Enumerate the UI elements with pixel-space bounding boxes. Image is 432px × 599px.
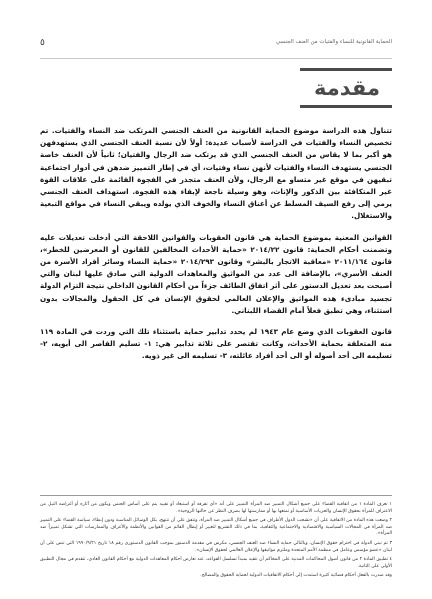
title-frame: [300, 68, 392, 108]
page-number: ٥: [40, 38, 45, 48]
body-text: [40, 125, 392, 372]
paragraph-3: قانون العقوبات الذي وضع عام ١٩٤٣ لم يحدد تدابير حماية باستثناء تلك التي وردت في المادة ١١٩ منه المتعلقة بحماية الأحداث، وكانت تقتصر على ثلاثة تدابير هي: ١- تسليم القاصر الى أبويه، ٢- تسليمه الى أحد أصوله أو الى أحد أفراد عائلته، ٣- تسليمه الى غير ذويه.: [40, 327, 392, 361]
paragraph-2: القوانين المعنية بموضوع الحماية هي قانون العقوبات والقوانين اللاحقة التي أدخلت تعديلات عليه وتضمنت أحكام الحماية: قانون ٢٠١٤/٢٢ «حماية الأحداث المخالفين للقانون أو المعرضين للخطر»، قانون ٢٠١١/١٦٤ «معاقبة الاتجار بالبشر» وقانون ٢٠١٤/٢٩٣ «حماية النساء وسائر أفراد الأسرة من العنف الأسري»، بالإضافة الى عدد من المواثيق والمعاهدات الدولية التي صادق عليها لبنان والتي أصبحت بعد تعديل الدستور على أثر اتفاق الطائف جزءاً من أحكام القانون الداخلي نتيجة التزام الدولة تجسيد مبادىء هذه المواثيق والإعلان العالمي لحقوق الإنسان في كل الحقول والمجالات بدون استثناء، وهي تطبق فعلاً أمام القضاء اللبناني.: [40, 232, 392, 315]
chapter-title: مقدمة: [314, 76, 380, 100]
title-block: [40, 68, 392, 108]
running-head: الحماية القانونية للنساء والفتيات من العنف الجنسي: [275, 39, 392, 45]
header-divider: [40, 58, 392, 59]
footnote-2: ٢ وضعت هذه المادة من الاتفاقية على أن «تشجب الدول الأطراف في جميع أشكال التمييز ضد المرأة، وتتفق على أن تنتهج، بكل الوسائل المناسبة ودون إبطاء، سياسة القضاء على التمييز ضد المرأة في المجالات السياسية والاقتصادية والاجتماعية والثقافية، بما في ذلك التشريع لتغيير أو إبطال القائم من القوانين والأنظمة والأعراف والممارسات التي تشكل تمييزاً ضد المرأة».: [40, 518, 392, 537]
footnote-4: ٤ تطبيق المادة ٢ من قانون أصول المحاكمات المدنية على المحاكم أن تتقيد بمبدأ تسلسل القواعد، عند تعارض أحكام المعاهدات الدولية مع أحكام القانون العادي، تتقدم في مجال التطبيق الأولى على الثانية.: [40, 557, 393, 569]
paragraph-1: تتناول هذه الدراسة موضوع الحماية القانونية من العنف الجنسي المرتكب ضد النساء والفتيات. تم تخصيص النساء والفتيات في الدراسة لأسباب عديدة: أولاً لأن نسبة العنف الجنسي الذي يستهدفهن هو أكبر بما لا يقاس من العنف الجنسي الذي قد يرتكب ضد الرجال والفتيان؛ ثانياً لأن العنف خاصة الجنسي يستهدف النساء والفتيات لأنهن نساء وفتيات، أي في إطار التمييز ضدهن في أدوار اجتماعية تبقيهن في موقع غير متساو مع الرجال، ولأن العنف متجذر في الفجوة القائمة على علاقات القوة غير المتكافئة بين الذكور والإناث، وهو وسيلة ناجعة لإبقاء هذه الفجوة. استهداف العنف الجنسي يرمي إلى رفع السيف المسلط عن أعناق النساء والخوف الذي يولده ويبقي النساء في مواقع التبعية والاستغلال.: [40, 126, 392, 221]
footnotes: [40, 502, 392, 583]
page-header: [40, 38, 392, 52]
footnote-3: ٣ تم تبني الدولة في احترام حقوق الإنسان، وبالتالي حماية النساء ضد العنف الجنسي، مكرس في مقدمة الدستور بموجب القانون الدستوري رقم ١٨ تاريخ ١٩٩٠/٩/٢١ التي تنص على أن لبنان «عضو مؤسس وعامل في منظمة الأمم المتحدة وملتزم مواثيقها والإعلان العالمي لحقوق الإنسان».: [40, 540, 393, 553]
footnote-1: ١ تعرف المادة ١ من اتفاقية القضاء على جميع أشكال التمييز ضد المرأة التمييز على أنه «أي تفرقة أو استبعاد أو تقييد يتم على أساس الجنس ويكون من آثاره أو أغراضه النيل من الاعتراف للمرأة بحقوق الإنسان والحريات الأساسية أو تمتعها بها أو ممارستها لها بصرف النظر عن حالتها الزوجية».: [40, 502, 392, 514]
footnote-5: وقد صدرت بالفعل أحكام قضائية كثيرة استندت إلى أحكام الاتفاقيات الدولية لحماية الحقوق والمصالح.: [200, 573, 392, 579]
footnote-separator: [40, 495, 392, 496]
